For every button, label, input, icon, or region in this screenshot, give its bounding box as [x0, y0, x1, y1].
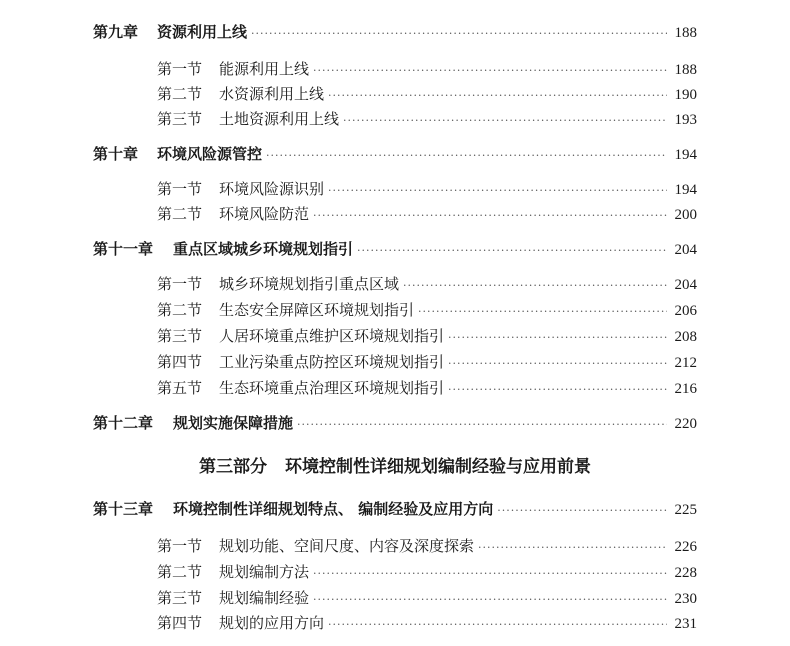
leader-dots	[448, 353, 667, 375]
section-number: 第一节	[157, 60, 203, 78]
section-title: 环境风险源识别	[219, 180, 325, 198]
leader-dots	[297, 414, 667, 436]
section-title: 能源利用上线	[219, 60, 310, 78]
leader-dots	[328, 85, 667, 107]
leader-dots	[448, 327, 667, 349]
leader-dots	[328, 180, 667, 202]
page-number: 194	[674, 182, 697, 198]
toc-section[interactable]	[157, 377, 697, 399]
leader-dots	[251, 23, 667, 45]
toc-section[interactable]	[157, 351, 697, 373]
section-number: 第三节	[157, 110, 203, 128]
section-title: 生态环境重点治理区环境规划指引	[219, 379, 445, 397]
chapter-number: 第十章	[93, 145, 139, 163]
page-number: 230	[674, 591, 697, 607]
section-number: 第一节	[157, 180, 203, 198]
chapter-number: 第十一章	[93, 240, 154, 258]
leader-dots	[266, 145, 667, 167]
page-number: 228	[674, 565, 697, 581]
toc-section[interactable]	[157, 203, 697, 225]
leader-dots	[313, 60, 667, 82]
toc-chapter[interactable]	[93, 143, 697, 165]
chapter-number: 第十二章	[93, 414, 154, 432]
section-title: 规划编制经验	[219, 589, 310, 607]
leader-dots	[478, 537, 667, 559]
toc-chapter[interactable]	[93, 498, 697, 520]
leader-dots	[328, 614, 667, 636]
chapter-number: 第九章	[93, 23, 139, 41]
section-number: 第一节	[157, 275, 203, 293]
leader-dots	[313, 563, 667, 585]
page-number: 188	[674, 62, 697, 78]
section-title: 规划功能、空间尺度、内容及深度探索	[219, 537, 475, 555]
page-number: 204	[674, 277, 697, 293]
toc-section[interactable]	[157, 273, 697, 295]
toc-section[interactable]	[157, 178, 697, 200]
leader-dots	[313, 205, 667, 227]
page-number: 188	[674, 25, 697, 41]
section-number: 第一节	[157, 537, 203, 555]
section-title: 工业污染重点防控区环境规划指引	[219, 353, 445, 371]
chapter-title: 重点区域城乡环境规划指引	[173, 240, 354, 258]
leader-dots	[313, 589, 667, 611]
page-number: 208	[674, 329, 697, 345]
section-number: 第二节	[157, 205, 203, 223]
toc-section[interactable]	[157, 299, 697, 321]
section-number: 第二节	[157, 301, 203, 319]
section-title: 生态安全屏障区环境规划指引	[219, 301, 415, 319]
part-heading	[0, 454, 790, 480]
toc-section[interactable]	[157, 325, 697, 347]
section-number: 第五节	[157, 379, 203, 397]
section-title: 土地资源利用上线	[219, 110, 340, 128]
toc-section[interactable]	[157, 587, 697, 609]
page-number: 226	[674, 539, 697, 555]
chapter-title: 规划实施保障措施	[173, 414, 294, 432]
page-number: 204	[674, 242, 697, 258]
leader-dots	[343, 110, 667, 132]
chapter-title: 环境控制性详细规划特点、 编制经验及应用方向	[173, 500, 494, 518]
page-number: 200	[674, 207, 697, 223]
section-title: 规划编制方法	[219, 563, 310, 581]
page-number: 225	[674, 502, 697, 518]
leader-dots	[418, 301, 667, 323]
page-number: 231	[674, 616, 697, 632]
page-number: 190	[674, 87, 697, 103]
toc-section[interactable]	[157, 561, 697, 583]
section-title: 城乡环境规划指引重点区域	[219, 275, 400, 293]
page-number: 194	[674, 147, 697, 163]
page-number: 193	[674, 112, 697, 128]
page-number: 220	[674, 416, 697, 432]
part-title: 环境控制性详细规划编制经验与应用前景	[285, 457, 591, 477]
section-title: 人居环境重点维护区环境规划指引	[219, 327, 445, 345]
section-number: 第四节	[157, 353, 203, 371]
page-number: 216	[674, 381, 697, 397]
chapter-title: 环境风险源管控	[157, 145, 263, 163]
part-number: 第三部分	[199, 457, 267, 477]
toc-chapter[interactable]	[93, 21, 697, 43]
section-number: 第四节	[157, 614, 203, 632]
leader-dots	[357, 240, 667, 262]
toc-chapter[interactable]	[93, 238, 697, 260]
toc-section[interactable]	[157, 108, 697, 130]
toc-chapter[interactable]	[93, 412, 697, 434]
section-title: 环境风险防范	[219, 205, 310, 223]
section-number: 第二节	[157, 563, 203, 581]
chapter-title: 资源利用上线	[157, 23, 248, 41]
section-title: 规划的应用方向	[219, 614, 325, 632]
chapter-number: 第十三章	[93, 500, 154, 518]
section-number: 第三节	[157, 327, 203, 345]
page-number: 212	[674, 355, 697, 371]
section-number: 第三节	[157, 589, 203, 607]
toc-section[interactable]	[157, 58, 697, 80]
toc-section[interactable]	[157, 612, 697, 634]
leader-dots	[497, 500, 667, 522]
toc-section[interactable]	[157, 535, 697, 557]
section-number: 第二节	[157, 85, 203, 103]
leader-dots	[448, 379, 667, 401]
section-title: 水资源利用上线	[219, 85, 325, 103]
leader-dots	[403, 275, 667, 297]
toc-section[interactable]	[157, 83, 697, 105]
page-number: 206	[674, 303, 697, 319]
